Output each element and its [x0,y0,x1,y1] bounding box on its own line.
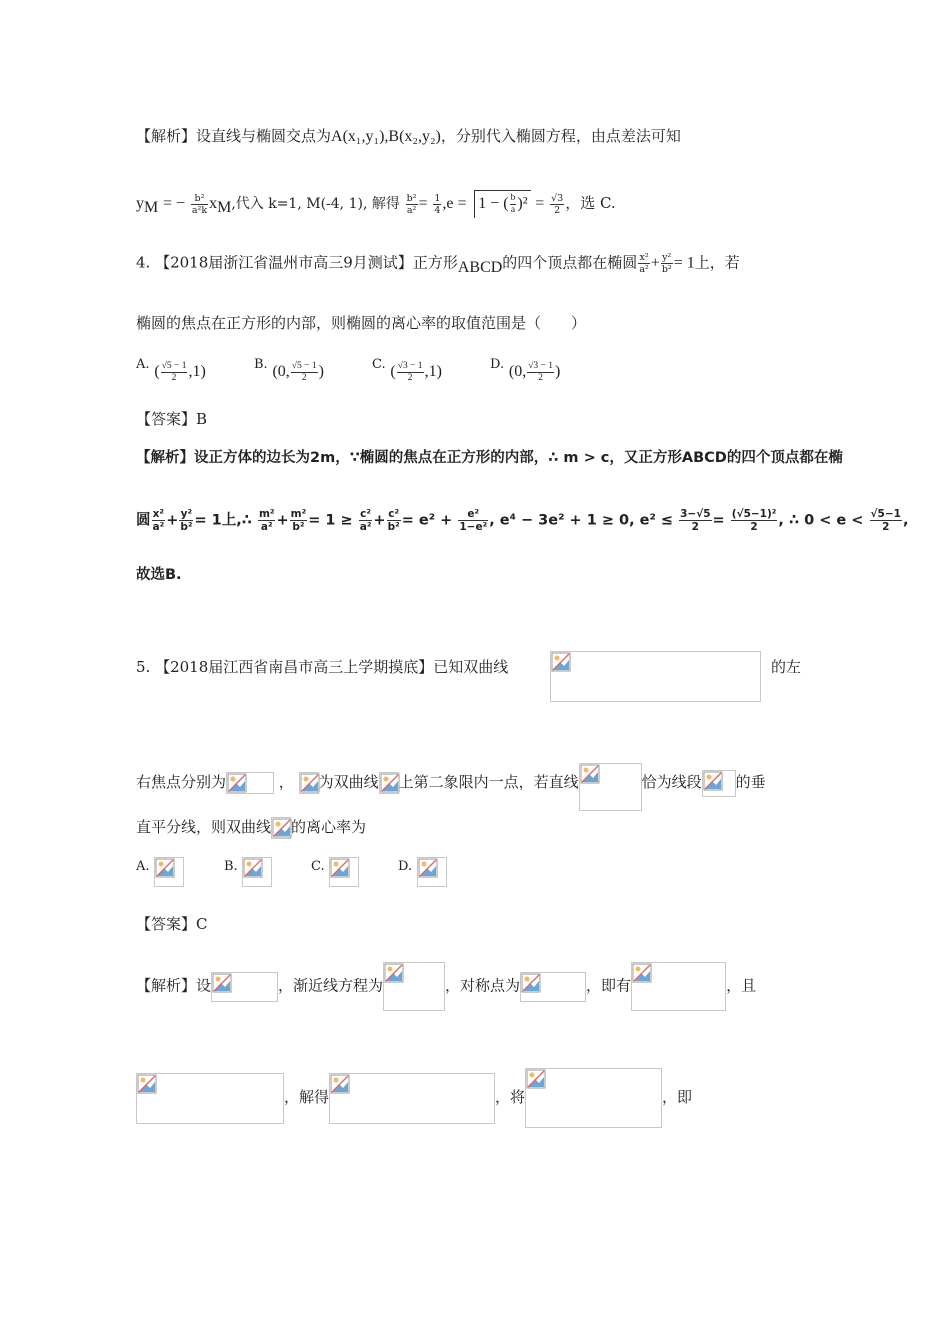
e-eq: ,e = [442,195,467,212]
fraction [870,508,902,533]
eq-sign: = [418,195,428,212]
text: (0, [508,363,527,381]
image-placeholder-icon [300,773,320,793]
text: ，选 C. [565,194,616,212]
option-label: D. [398,859,413,874]
image-placeholder-icon [418,858,438,878]
text: 圆 [136,512,151,529]
q5-options [136,857,476,891]
text: ，渐近线方程为 [278,976,384,995]
q4-stem-line1 [136,252,740,275]
option-value [154,361,206,383]
frac-num: √3 [551,192,564,204]
image-placeholder-icon [330,858,350,878]
text: ，将 [495,1088,526,1106]
text: ，且 [726,976,757,995]
option-value [272,361,324,383]
analysis-tag: 【解析】设 [136,976,212,995]
option-value [508,361,561,383]
fraction-b2-a2k [191,193,208,216]
frac-num: e² [458,508,488,521]
option-label: C. [372,357,386,372]
broken-image-icon [226,772,274,794]
option-a[interactable] [136,355,206,383]
option-d[interactable] [398,857,447,887]
broken-image-icon [702,770,736,797]
question-source: 【2018届浙江省温州市高三9月测试】 [155,253,413,272]
text: 1 − ( [478,195,509,213]
frac-den: 2 [750,521,758,533]
xm-var: x [209,195,218,212]
broken-image-icon [383,962,445,1011]
image-placeholder-icon [521,973,541,993]
q4-analysis-line1: 【解析】设正方体的边长为2m，∵椭圆的焦点在正方形的内部，∴ m > c，又正方形ABCD的四个顶点都在椭 [136,450,843,466]
fraction [359,508,373,533]
image-placeholder-icon [137,1074,157,1094]
fraction [731,508,778,533]
frac-den: 1−e² [459,521,488,533]
text: , ∴ 0 < e < [778,512,864,529]
eq-one: = 1 [673,254,695,272]
sqrt-expression [474,190,530,218]
frac-num: √3 − 1 [397,361,423,371]
fraction-b-a [510,193,517,216]
broken-image-icon [550,651,761,702]
frac-num: √5 − 1 [291,361,317,371]
frac-den: a² [152,521,165,533]
image-placeholder-icon [243,858,263,878]
image-placeholder-icon [580,764,600,784]
text: (0, [272,363,290,381]
text: 的四个顶点都在椭圆 [502,253,638,272]
option-value [390,361,442,383]
fraction-sqrt3-2 [550,193,564,216]
fraction [458,508,488,533]
text: ， [278,773,294,791]
fraction-y2-b2 [661,252,673,275]
broken-image-icon [579,763,642,811]
q5-analysis-line1 [136,962,756,1011]
broken-image-icon [379,772,399,794]
text: ，解得 [284,1088,330,1106]
broken-image-icon [520,972,586,1002]
frac-den: a² [639,264,649,275]
text: 恰为线段 [641,773,702,791]
option-a[interactable] [136,857,184,887]
fraction [290,508,308,533]
text: 上,∴ [221,512,252,529]
frac-den: a²k [191,204,208,216]
fraction [527,361,554,384]
broken-image-icon [329,1073,495,1124]
frac-num: y² [180,508,193,520]
q5-analysis-line2 [136,1068,692,1128]
broken-image-icon [242,857,272,887]
frac-den: 2 [691,521,699,533]
frac-num: x² [152,508,165,520]
fraction [387,508,401,533]
broken-image-icon [136,1073,284,1124]
frac-num: b² [191,193,208,205]
intersection-points: A(x₁,y₁),B(x₂,y₂) [331,128,441,145]
frac-num: b [510,193,516,203]
text: ) [555,363,561,381]
q5-stem-line1-end: 的左 [771,658,802,676]
text: = 1 ≥ [308,512,353,529]
text: 右焦点分别为 [136,773,227,791]
option-label: D. [490,357,505,372]
image-placeholder-icon [526,1069,546,1089]
option-c[interactable] [311,857,359,887]
frac-num: m² [258,508,275,520]
frac-num: √5−1 [870,508,901,520]
q4-stem-line2: 椭圆的焦点在正方形的内部，则椭圆的离心率的取值范围是（ ） [136,314,587,332]
fraction-b2-a2 [406,193,418,216]
broken-image-icon [631,962,726,1011]
frac-num: (√5−1)² [731,508,777,520]
text: ,1) [424,363,442,381]
frac-den: a² [260,521,273,533]
broken-image-icon [154,857,184,887]
abcd-label: ABCD [457,258,503,276]
image-placeholder-icon [551,652,571,672]
xm-sub: M [217,199,232,216]
frac-den: 2 [407,373,413,383]
image-placeholder-icon [384,963,404,983]
image-placeholder-icon [632,963,652,983]
question-number: 5. [136,658,151,676]
frac-num: c² [360,508,371,520]
q5-stem-line3 [136,817,366,839]
option-label: A. [136,357,150,372]
fraction [397,361,424,384]
fraction [152,508,166,533]
option-label: C. [311,859,325,874]
q5-answer: 【答案】C [136,915,208,933]
text: ,代入 k=1, M(-4, 1), 解得 [231,196,400,212]
text: 上第二象限内一点，若直线 [398,773,579,791]
frac-den: a² [406,204,417,216]
text: ) [318,363,324,381]
text: 上，若 [694,253,740,272]
frac-num: 1 [434,192,441,204]
eq-sign: = [535,195,545,212]
fraction [679,508,711,533]
frac-num: y² [662,252,672,263]
frac-num: √3 − 1 [528,361,554,371]
frac-den: a [510,205,516,215]
text: 直平分线，则双曲线 [136,818,272,836]
frac-num: √5 − 1 [161,361,187,371]
text: 正方形 [412,253,458,272]
frac-den: 2 [538,373,543,383]
option-label: B. [254,357,268,372]
question-number: 4. [136,253,151,272]
text: ( [154,363,160,381]
frac-num: 3−√5 [680,508,711,520]
text: ,1) [188,363,206,381]
broken-image-icon [525,1068,662,1128]
frac-den: 2 [171,373,177,383]
q5-stem-line2 [136,763,766,811]
text: ，分别代入椭圆方程，由点差法可知 [440,127,681,145]
text: ，即有 [586,976,632,995]
frac-num: c² [388,508,400,520]
frac-den: 4 [434,204,441,216]
fraction [291,361,318,384]
frac-num: x² [639,252,649,263]
broken-image-icon [417,857,447,887]
option-label: A. [136,859,150,874]
eq-sign: = − [163,195,186,212]
analysis-tag: 【解析】 [136,127,197,145]
plus-sign: + [650,254,660,272]
image-placeholder-icon [155,858,175,878]
image-placeholder-icon [212,973,232,993]
fraction [179,508,193,533]
image-placeholder-icon [272,818,292,838]
image-placeholder-icon [703,771,723,791]
frac-den: a² [359,521,372,533]
broken-image-icon [211,972,278,1002]
fraction [161,361,188,384]
q4-analysis-line2: 圆 $\frac{\text{x²}}{\text{a²}}$ + $\frac{\text{y²}}{\text{b²}}$ = 1上,∴ $\frac{\text{m²}}{\text{a²}}$ + $\frac{\text{m²}}{\text{b²}}$ = 1 ≥ $\frac{\text{c²}}{\text{a²}}$ + $\frac{\text{c²}}{\text{b²}}$ = e² + $\frac{\text{e²}}{\text{1−e²}}$ , e⁴ − 3e² + 1 ≥ 0, e² ≤ $\frac{3-√5}{2}$ = $\frac{\text{(√5−1)²}}{2}$ , ∴ 0 < e < $\frac{√5-1}{2}$ , [136,508,909,533]
text: , e⁴ − 3e² + 1 ≥ 0, e² ≤ [489,512,674,529]
text: ，对称点为 [445,976,521,995]
image-placeholder-icon [380,773,400,793]
image-placeholder-icon [330,1074,350,1094]
text: )² [517,195,528,213]
text: = [712,512,725,529]
broken-image-icon [299,772,319,794]
q4-answer: 【答案】B [136,410,208,428]
text: ( [390,363,396,381]
q3-analysis-line1 [136,126,681,147]
text: 已知双曲线 [433,658,509,676]
frac-den: 2 [882,521,890,533]
option-d[interactable] [490,355,561,383]
fraction [258,508,276,533]
q3-analysis-line2 [136,190,616,218]
text: ，即 [662,1088,693,1106]
frac-den: b² [292,521,305,533]
frac-den: b² [180,521,193,533]
text: = e² + [401,512,453,529]
image-placeholder-icon [227,773,247,793]
frac-den: b² [387,521,400,533]
text: 为双曲线 [318,773,379,791]
frac-num: b² [406,192,417,204]
question-source: 【2018届江西省南昌市高三上学期摸底】 [155,658,434,676]
text: 的离心率为 [291,818,367,836]
ym-var: y [136,195,144,212]
ym-sub: M [144,199,159,216]
broken-image-icon [271,817,291,839]
option-c[interactable] [372,355,442,383]
frac-num: m² [290,508,307,520]
option-b[interactable] [224,857,272,887]
q4-conclusion: 故选B. [136,567,182,583]
option-b[interactable] [254,355,324,383]
frac-den: 2 [301,373,307,383]
q5-stem-line1 [136,657,508,677]
option-label: B. [224,859,238,874]
frac-den: b² [661,264,672,275]
fraction-x2-a2 [638,252,649,275]
text: 的垂 [735,773,766,791]
text: 设直线与椭圆交点为 [196,127,332,145]
frac-den: 2 [554,204,561,216]
text: , [902,512,909,529]
fraction-1-4 [433,193,441,216]
broken-image-icon [329,857,359,887]
